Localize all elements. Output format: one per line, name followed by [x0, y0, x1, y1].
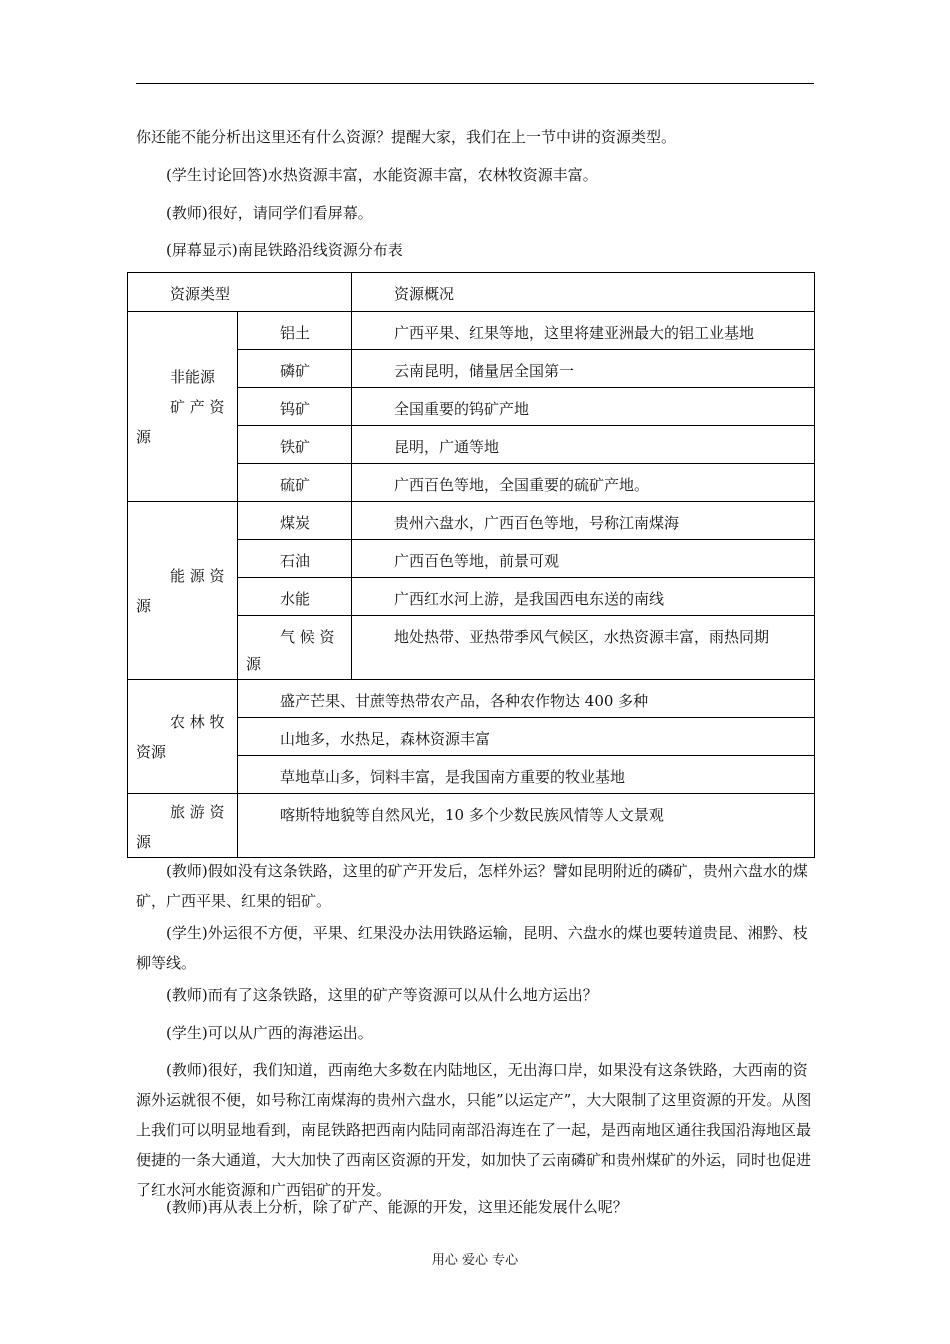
- header-resource-overview: 资源概况: [394, 285, 455, 303]
- resource-desc: 广西百色等地，前景可观: [394, 552, 560, 570]
- category-agriculture-forestry-husbandry: 农 林 牧 资源: [128, 680, 238, 794]
- resource-name: 石油: [280, 552, 311, 570]
- resource-name: 水能: [280, 590, 311, 608]
- paragraph-student-answer: (学生讨论回答)水热资源丰富，水能资源丰富，农林牧资源丰富。: [166, 166, 598, 184]
- resource-desc: 山地多，水热足，森林资源丰富: [280, 730, 491, 748]
- resource-desc: 草地草山多，饲料丰富，是我国南方重要的牧业基地: [280, 768, 626, 786]
- resource-desc: 地处热带、亚热带季风气候区，水热资源丰富，雨热同期: [394, 628, 770, 646]
- paragraph-question: 你还能不能分析出这里还有什么资源？提醒大家，我们在上一节中讲的资源类型。: [136, 128, 677, 146]
- paragraph-student-seaport: (学生)可以从广西的海港运出。: [166, 1024, 373, 1042]
- page-footer: 用心 爱心 专心: [431, 1253, 519, 1268]
- resource-desc: 昆明，广通等地: [394, 438, 500, 456]
- resource-table: [127, 272, 815, 858]
- category-tourism: 旅 游 资 源: [128, 794, 238, 858]
- resource-name: 铁矿: [280, 438, 311, 456]
- table-row: [128, 312, 815, 350]
- paragraph-screen-display: (屏幕显示)南昆铁路沿线资源分布表: [166, 241, 403, 259]
- resource-name-climate: 气 候 资 源: [246, 628, 335, 673]
- resource-name: 钨矿: [280, 400, 311, 418]
- resource-desc: 广西平果、红果等地，这里将建亚洲最大的铝工业基地: [394, 324, 755, 342]
- table-row: [128, 502, 815, 540]
- resource-desc: 全国重要的钨矿产地: [394, 400, 530, 418]
- table-row: [128, 680, 815, 718]
- resource-desc: 广西百色等地，全国重要的硫矿产地。: [394, 476, 650, 494]
- category-energy: 能 源 资 源: [128, 502, 238, 680]
- resource-desc: 贵州六盘水，广西百色等地，号称江南煤海: [394, 514, 680, 532]
- resource-name: 铝土: [280, 324, 311, 342]
- paragraph-teacher-explanation: (教师)很好，我们知道，西南绝大多数在内陆地区，无出海口岸，如果没有这条铁路，大西南的资源外运就很不便，如号称江南煤海的贵州六盘水，只能”以运定产”，大大限制了这里资源的开发。从图上我们可以明显地看到，南昆铁路把西南内陆同南部沿海连在了一起，是西南地区通往我国沿海地区最便捷的一条大通道，大大加快了西南区资源的开发，如加快了云南磷矿和贵州煤矿的外运，同时也促进了红水河水能资源和广西铝矿的开发。: [136, 1061, 812, 1199]
- resource-desc: 喀斯特地貌等自然风光，10 多个少数民族风情等人文景观: [280, 806, 664, 824]
- resource-desc: 广西红水河上游，是我国西电东送的南线: [394, 590, 665, 608]
- resource-desc: 云南昆明，储量居全国第一: [394, 362, 575, 380]
- paragraph-student-reply: (学生)外运很不方便，平果、红果没办法用铁路运输，昆明、六盘水的煤也要转道贵昆、湘黔、枝柳等线。: [136, 924, 808, 972]
- resource-name: 硫矿: [280, 476, 311, 494]
- paragraph-teacher-final: (教师)再从表上分析，除了矿产、能源的开发，这里还能发展什么呢？: [166, 1198, 628, 1216]
- resource-name: 煤炭: [280, 514, 311, 532]
- paragraph-teacher-followup: (教师)而有了这条铁路，这里的矿产等资源可以从什么地方运出？: [166, 986, 598, 1004]
- paragraph-teacher-question: (教师)假如没有这条铁路，这里的矿产开发后，怎样外运？譬如昆明附近的磷矿，贵州六盘水的煤矿，广西平果、红果的铝矿。: [136, 862, 808, 910]
- paragraph-teacher: (教师)很好，请同学们看屏幕。: [166, 204, 373, 222]
- category-non-energy-minerals: 非能源 矿 产 资 源: [128, 312, 238, 502]
- table-header-row: [128, 273, 815, 312]
- table-row: [128, 794, 815, 858]
- resource-desc: 盛产芒果、甘蔗等热带农产品，各种农作物达 400 多种: [280, 692, 649, 710]
- header-rule: [136, 83, 814, 84]
- header-resource-type: 资源类型: [170, 285, 231, 303]
- resource-name: 磷矿: [280, 362, 311, 380]
